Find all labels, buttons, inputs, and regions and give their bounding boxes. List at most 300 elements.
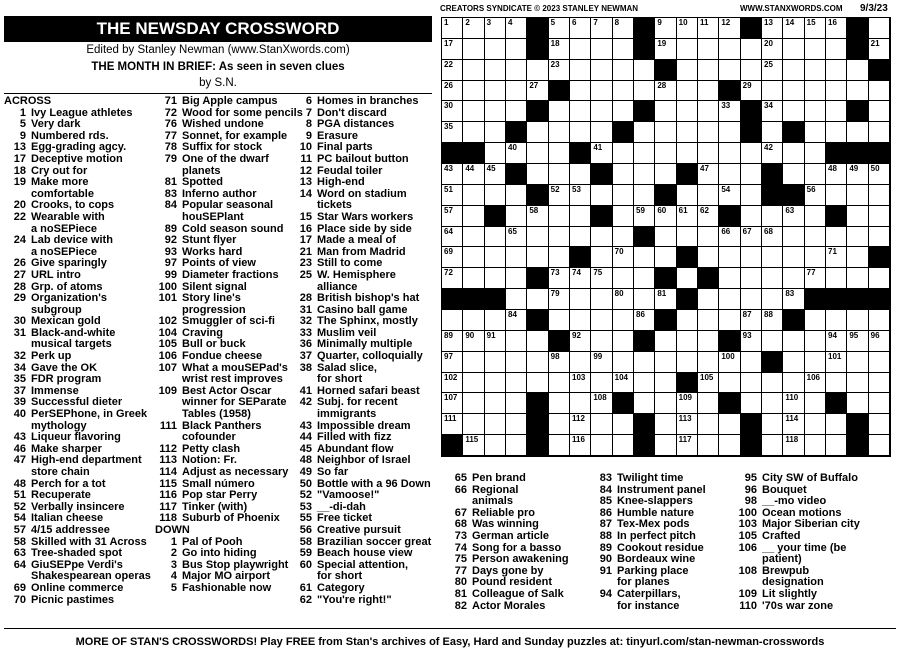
grid-cell[interactable]	[762, 60, 783, 81]
grid-cell[interactable]	[442, 101, 463, 122]
grid-cell[interactable]	[549, 60, 570, 81]
grid-cell[interactable]	[869, 39, 890, 60]
grid-cell[interactable]	[762, 39, 783, 60]
grid-cell[interactable]	[783, 373, 804, 394]
grid-cell[interactable]	[741, 227, 762, 248]
grid-cell[interactable]	[783, 393, 804, 414]
grid-cell[interactable]	[570, 18, 591, 39]
grid-cell[interactable]	[485, 247, 506, 268]
grid-cell[interactable]	[527, 373, 548, 394]
grid-cell[interactable]	[634, 289, 655, 310]
grid-cell[interactable]	[869, 414, 890, 435]
grid-cell[interactable]	[762, 227, 783, 248]
grid-cell[interactable]	[549, 185, 570, 206]
grid-cell[interactable]	[549, 435, 570, 456]
grid-cell[interactable]	[570, 352, 591, 373]
grid-cell[interactable]	[805, 122, 826, 143]
grid-cell[interactable]	[549, 143, 570, 164]
grid-cell[interactable]	[613, 352, 634, 373]
grid-cell[interactable]	[613, 143, 634, 164]
crossword-grid[interactable]	[441, 17, 891, 457]
grid-cell[interactable]	[677, 39, 698, 60]
grid-cell[interactable]	[591, 373, 612, 394]
grid-cell[interactable]	[805, 352, 826, 373]
grid-cell[interactable]	[677, 393, 698, 414]
grid-cell[interactable]	[719, 352, 740, 373]
grid-cell[interactable]	[506, 352, 527, 373]
grid-cell[interactable]	[591, 185, 612, 206]
grid-cell[interactable]	[485, 122, 506, 143]
grid-cell[interactable]	[655, 227, 676, 248]
grid-cell[interactable]	[719, 164, 740, 185]
grid-cell[interactable]	[591, 39, 612, 60]
grid-cell[interactable]	[506, 414, 527, 435]
grid-cell[interactable]	[613, 185, 634, 206]
grid-cell[interactable]	[442, 247, 463, 268]
grid-cell[interactable]	[677, 227, 698, 248]
grid-cell[interactable]	[805, 310, 826, 331]
grid-cell[interactable]	[869, 310, 890, 331]
grid-cell[interactable]	[570, 39, 591, 60]
grid-cell[interactable]	[634, 185, 655, 206]
grid-cell[interactable]	[719, 39, 740, 60]
grid-cell[interactable]	[762, 435, 783, 456]
grid-cell[interactable]	[783, 435, 804, 456]
grid-cell[interactable]	[698, 227, 719, 248]
grid-cell[interactable]	[527, 289, 548, 310]
grid-cell[interactable]	[677, 101, 698, 122]
grid-cell[interactable]	[591, 310, 612, 331]
grid-cell[interactable]	[591, 435, 612, 456]
grid-cell[interactable]	[527, 227, 548, 248]
grid-cell[interactable]	[826, 18, 847, 39]
grid-cell[interactable]	[613, 227, 634, 248]
grid-cell[interactable]	[655, 373, 676, 394]
grid-cell[interactable]	[485, 18, 506, 39]
grid-cell[interactable]	[847, 373, 868, 394]
grid-cell[interactable]	[826, 352, 847, 373]
grid-cell[interactable]	[847, 310, 868, 331]
grid-cell[interactable]	[506, 81, 527, 102]
grid-cell[interactable]	[463, 331, 484, 352]
grid-cell[interactable]	[570, 393, 591, 414]
grid-cell[interactable]	[613, 268, 634, 289]
grid-cell[interactable]	[847, 122, 868, 143]
grid-cell[interactable]	[527, 60, 548, 81]
grid-cell[interactable]	[506, 39, 527, 60]
grid-cell[interactable]	[805, 143, 826, 164]
grid-cell[interactable]	[485, 268, 506, 289]
grid-cell[interactable]	[634, 393, 655, 414]
grid-cell[interactable]	[570, 373, 591, 394]
grid-cell[interactable]	[741, 331, 762, 352]
grid-cell[interactable]	[485, 414, 506, 435]
grid-cell[interactable]	[847, 227, 868, 248]
grid-cell[interactable]	[549, 268, 570, 289]
grid-cell[interactable]	[698, 289, 719, 310]
grid-cell[interactable]	[570, 310, 591, 331]
grid-cell[interactable]	[698, 39, 719, 60]
grid-cell[interactable]	[442, 227, 463, 248]
grid-cell[interactable]	[613, 310, 634, 331]
grid-cell[interactable]	[527, 247, 548, 268]
grid-cell[interactable]	[805, 331, 826, 352]
grid-cell[interactable]	[655, 393, 676, 414]
grid-cell[interactable]	[549, 310, 570, 331]
grid-cell[interactable]	[506, 185, 527, 206]
grid-cell[interactable]	[549, 101, 570, 122]
grid-cell[interactable]	[762, 414, 783, 435]
grid-cell[interactable]	[762, 101, 783, 122]
grid-cell[interactable]	[549, 206, 570, 227]
grid-cell[interactable]	[463, 268, 484, 289]
grid-cell[interactable]	[591, 247, 612, 268]
grid-cell[interactable]	[591, 18, 612, 39]
grid-cell[interactable]	[869, 81, 890, 102]
grid-cell[interactable]	[570, 289, 591, 310]
grid-cell[interactable]	[463, 352, 484, 373]
grid-cell[interactable]	[506, 143, 527, 164]
grid-cell[interactable]	[463, 18, 484, 39]
grid-cell[interactable]	[719, 268, 740, 289]
grid-cell[interactable]	[677, 60, 698, 81]
grid-cell[interactable]	[463, 101, 484, 122]
grid-cell[interactable]	[677, 185, 698, 206]
grid-cell[interactable]	[698, 101, 719, 122]
grid-cell[interactable]	[442, 81, 463, 102]
grid-cell[interactable]	[463, 373, 484, 394]
grid-cell[interactable]	[549, 122, 570, 143]
grid-cell[interactable]	[677, 352, 698, 373]
grid-cell[interactable]	[442, 352, 463, 373]
grid-cell[interactable]	[485, 39, 506, 60]
grid-cell[interactable]	[549, 227, 570, 248]
grid-cell[interactable]	[506, 393, 527, 414]
grid-cell[interactable]	[485, 352, 506, 373]
grid-cell[interactable]	[506, 227, 527, 248]
grid-cell[interactable]	[847, 268, 868, 289]
grid-cell[interactable]	[741, 81, 762, 102]
grid-cell[interactable]	[826, 227, 847, 248]
grid-cell[interactable]	[826, 39, 847, 60]
grid-cell[interactable]	[805, 164, 826, 185]
grid-cell[interactable]	[869, 18, 890, 39]
grid-cell[interactable]	[847, 81, 868, 102]
grid-cell[interactable]	[698, 122, 719, 143]
grid-cell[interactable]	[655, 39, 676, 60]
grid-cell[interactable]	[506, 101, 527, 122]
grid-cell[interactable]	[591, 331, 612, 352]
grid-cell[interactable]	[677, 122, 698, 143]
grid-cell[interactable]	[549, 164, 570, 185]
grid-cell[interactable]	[783, 60, 804, 81]
grid-cell[interactable]	[762, 310, 783, 331]
grid-cell[interactable]	[762, 122, 783, 143]
grid-cell[interactable]	[805, 60, 826, 81]
grid-cell[interactable]	[506, 247, 527, 268]
grid-cell[interactable]	[613, 289, 634, 310]
grid-cell[interactable]	[783, 289, 804, 310]
grid-cell[interactable]	[591, 122, 612, 143]
grid-cell[interactable]	[826, 414, 847, 435]
grid-cell[interactable]	[805, 435, 826, 456]
grid-cell[interactable]	[591, 268, 612, 289]
grid-cell[interactable]	[463, 164, 484, 185]
grid-cell[interactable]	[655, 414, 676, 435]
grid-cell[interactable]	[783, 331, 804, 352]
grid-cell[interactable]	[698, 331, 719, 352]
grid-cell[interactable]	[719, 373, 740, 394]
grid-cell[interactable]	[634, 373, 655, 394]
grid-cell[interactable]	[677, 268, 698, 289]
grid-cell[interactable]	[485, 101, 506, 122]
grid-cell[interactable]	[549, 289, 570, 310]
grid-cell[interactable]	[698, 310, 719, 331]
grid-cell[interactable]	[655, 164, 676, 185]
grid-cell[interactable]	[762, 81, 783, 102]
grid-cell[interactable]	[869, 122, 890, 143]
grid-cell[interactable]	[634, 122, 655, 143]
grid-cell[interactable]	[655, 435, 676, 456]
grid-cell[interactable]	[847, 331, 868, 352]
grid-cell[interactable]	[442, 185, 463, 206]
grid-cell[interactable]	[741, 352, 762, 373]
grid-cell[interactable]	[869, 185, 890, 206]
grid-cell[interactable]	[591, 352, 612, 373]
grid-cell[interactable]	[698, 373, 719, 394]
grid-cell[interactable]	[826, 331, 847, 352]
grid-cell[interactable]	[698, 414, 719, 435]
grid-cell[interactable]	[783, 247, 804, 268]
grid-cell[interactable]	[869, 206, 890, 227]
grid-cell[interactable]	[570, 101, 591, 122]
grid-cell[interactable]	[805, 373, 826, 394]
grid-cell[interactable]	[783, 143, 804, 164]
grid-cell[interactable]	[677, 331, 698, 352]
grid-cell[interactable]	[869, 164, 890, 185]
grid-cell[interactable]	[442, 39, 463, 60]
grid-cell[interactable]	[783, 101, 804, 122]
grid-cell[interactable]	[591, 393, 612, 414]
grid-cell[interactable]	[570, 268, 591, 289]
grid-cell[interactable]	[613, 164, 634, 185]
grid-cell[interactable]	[655, 122, 676, 143]
grid-cell[interactable]	[463, 81, 484, 102]
grid-cell[interactable]	[485, 185, 506, 206]
grid-cell[interactable]	[613, 331, 634, 352]
grid-cell[interactable]	[463, 206, 484, 227]
grid-cell[interactable]	[634, 206, 655, 227]
grid-cell[interactable]	[805, 18, 826, 39]
grid-cell[interactable]	[719, 289, 740, 310]
grid-cell[interactable]	[741, 373, 762, 394]
grid-cell[interactable]	[719, 122, 740, 143]
grid-cell[interactable]	[698, 435, 719, 456]
grid-cell[interactable]	[442, 164, 463, 185]
grid-cell[interactable]	[762, 18, 783, 39]
grid-cell[interactable]	[805, 247, 826, 268]
grid-cell[interactable]	[442, 122, 463, 143]
grid-cell[interactable]	[506, 331, 527, 352]
grid-cell[interactable]	[613, 247, 634, 268]
grid-cell[interactable]	[591, 414, 612, 435]
grid-cell[interactable]	[741, 310, 762, 331]
grid-cell[interactable]	[826, 101, 847, 122]
grid-cell[interactable]	[847, 247, 868, 268]
grid-cell[interactable]	[655, 331, 676, 352]
grid-cell[interactable]	[485, 227, 506, 248]
grid-cell[interactable]	[805, 39, 826, 60]
grid-cell[interactable]	[847, 393, 868, 414]
grid-cell[interactable]	[570, 60, 591, 81]
grid-cell[interactable]	[847, 352, 868, 373]
grid-cell[interactable]	[741, 206, 762, 227]
grid-cell[interactable]	[655, 289, 676, 310]
grid-cell[interactable]	[677, 18, 698, 39]
grid-cell[interactable]	[570, 331, 591, 352]
grid-cell[interactable]	[741, 268, 762, 289]
grid-cell[interactable]	[485, 435, 506, 456]
grid-cell[interactable]	[762, 289, 783, 310]
grid-cell[interactable]	[549, 247, 570, 268]
grid-cell[interactable]	[613, 60, 634, 81]
grid-cell[interactable]	[741, 247, 762, 268]
grid-cell[interactable]	[805, 393, 826, 414]
grid-cell[interactable]	[783, 414, 804, 435]
grid-cell[interactable]	[463, 39, 484, 60]
grid-cell[interactable]	[719, 60, 740, 81]
grid-cell[interactable]	[506, 289, 527, 310]
grid-cell[interactable]	[463, 414, 484, 435]
grid-cell[interactable]	[847, 164, 868, 185]
grid-cell[interactable]	[741, 143, 762, 164]
grid-cell[interactable]	[527, 164, 548, 185]
grid-cell[interactable]	[677, 81, 698, 102]
grid-cell[interactable]	[485, 143, 506, 164]
grid-cell[interactable]	[613, 206, 634, 227]
grid-cell[interactable]	[442, 414, 463, 435]
grid-cell[interactable]	[613, 81, 634, 102]
grid-cell[interactable]	[655, 101, 676, 122]
grid-cell[interactable]	[549, 352, 570, 373]
grid-cell[interactable]	[613, 18, 634, 39]
grid-cell[interactable]	[869, 373, 890, 394]
grid-cell[interactable]	[805, 206, 826, 227]
grid-cell[interactable]	[698, 143, 719, 164]
grid-cell[interactable]	[506, 435, 527, 456]
grid-cell[interactable]	[655, 81, 676, 102]
grid-cell[interactable]	[485, 373, 506, 394]
grid-cell[interactable]	[698, 164, 719, 185]
grid-cell[interactable]	[698, 81, 719, 102]
grid-cell[interactable]	[549, 18, 570, 39]
grid-cell[interactable]	[869, 268, 890, 289]
grid-cell[interactable]	[485, 393, 506, 414]
grid-cell[interactable]	[442, 310, 463, 331]
grid-cell[interactable]	[570, 81, 591, 102]
grid-cell[interactable]	[506, 206, 527, 227]
grid-cell[interactable]	[805, 101, 826, 122]
grid-cell[interactable]	[655, 206, 676, 227]
grid-cell[interactable]	[698, 206, 719, 227]
grid-cell[interactable]	[506, 373, 527, 394]
grid-cell[interactable]	[869, 227, 890, 248]
grid-cell[interactable]	[741, 164, 762, 185]
grid-cell[interactable]	[463, 227, 484, 248]
grid-cell[interactable]	[847, 185, 868, 206]
grid-cell[interactable]	[698, 352, 719, 373]
grid-cell[interactable]	[826, 60, 847, 81]
grid-cell[interactable]	[527, 352, 548, 373]
grid-cell[interactable]	[442, 331, 463, 352]
grid-cell[interactable]	[762, 373, 783, 394]
grid-cell[interactable]	[826, 122, 847, 143]
grid-cell[interactable]	[719, 247, 740, 268]
grid-cell[interactable]	[762, 331, 783, 352]
grid-cell[interactable]	[805, 81, 826, 102]
grid-cell[interactable]	[485, 331, 506, 352]
grid-cell[interactable]	[698, 60, 719, 81]
grid-cell[interactable]	[655, 247, 676, 268]
grid-cell[interactable]	[805, 227, 826, 248]
grid-cell[interactable]	[719, 414, 740, 435]
grid-cell[interactable]	[805, 185, 826, 206]
grid-cell[interactable]	[805, 268, 826, 289]
grid-cell[interactable]	[463, 435, 484, 456]
grid-cell[interactable]	[485, 60, 506, 81]
grid-cell[interactable]	[783, 206, 804, 227]
grid-cell[interactable]	[869, 435, 890, 456]
grid-cell[interactable]	[677, 310, 698, 331]
grid-cell[interactable]	[591, 227, 612, 248]
grid-cell[interactable]	[826, 185, 847, 206]
grid-cell[interactable]	[634, 81, 655, 102]
grid-cell[interactable]	[549, 414, 570, 435]
grid-cell[interactable]	[783, 227, 804, 248]
grid-cell[interactable]	[549, 393, 570, 414]
grid-cell[interactable]	[591, 143, 612, 164]
grid-cell[interactable]	[591, 60, 612, 81]
grid-cell[interactable]	[826, 81, 847, 102]
grid-cell[interactable]	[869, 393, 890, 414]
grid-cell[interactable]	[506, 310, 527, 331]
grid-cell[interactable]	[826, 247, 847, 268]
grid-cell[interactable]	[783, 39, 804, 60]
grid-cell[interactable]	[442, 206, 463, 227]
grid-cell[interactable]	[485, 310, 506, 331]
grid-cell[interactable]	[741, 289, 762, 310]
grid-cell[interactable]	[741, 393, 762, 414]
grid-cell[interactable]	[741, 185, 762, 206]
grid-cell[interactable]	[783, 164, 804, 185]
grid-cell[interactable]	[442, 393, 463, 414]
grid-cell[interactable]	[570, 414, 591, 435]
grid-cell[interactable]	[677, 206, 698, 227]
grid-cell[interactable]	[655, 352, 676, 373]
grid-cell[interactable]	[719, 310, 740, 331]
grid-cell[interactable]	[719, 227, 740, 248]
grid-cell[interactable]	[826, 310, 847, 331]
grid-cell[interactable]	[762, 393, 783, 414]
grid-cell[interactable]	[698, 247, 719, 268]
grid-cell[interactable]	[463, 247, 484, 268]
grid-cell[interactable]	[741, 60, 762, 81]
grid-cell[interactable]	[506, 18, 527, 39]
grid-cell[interactable]	[570, 435, 591, 456]
grid-cell[interactable]	[591, 101, 612, 122]
grid-cell[interactable]	[783, 268, 804, 289]
grid-cell[interactable]	[634, 60, 655, 81]
